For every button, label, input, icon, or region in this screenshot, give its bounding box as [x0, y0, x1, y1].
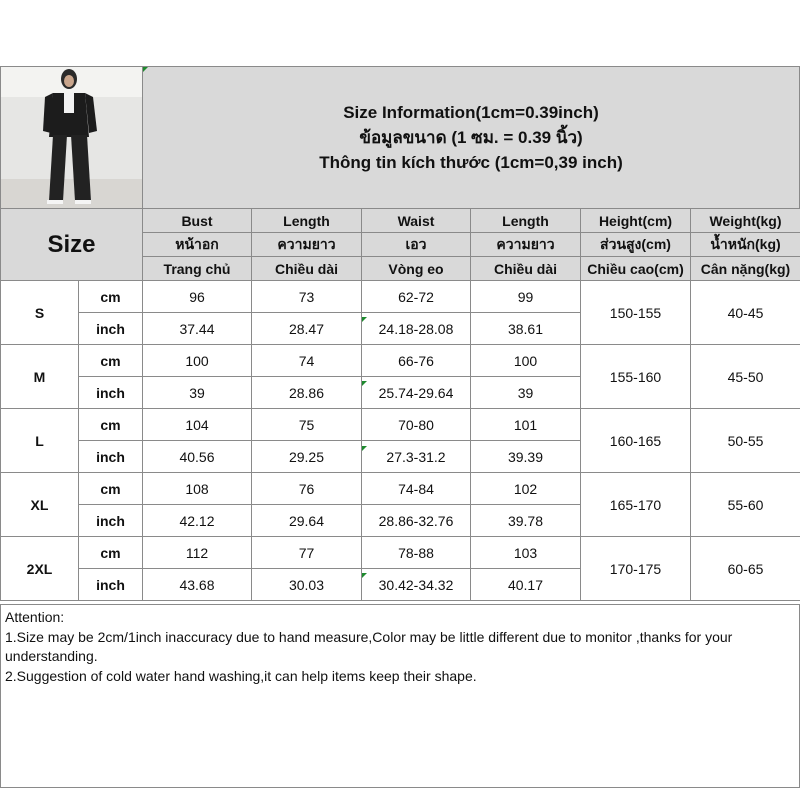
size-info-title — [142, 66, 800, 209]
weight-range: 60-65 — [690, 536, 800, 601]
notes-item-2: 2.Suggestion of cold water hand washing,it can help items keep their shape. — [5, 667, 477, 684]
unit-label: inch — [78, 376, 143, 409]
measure-value: 104 — [142, 408, 252, 441]
measure-value: 76 — [251, 472, 362, 505]
title-vietnamese: Thông tin kích thước (1cm=0,39 inch) — [319, 153, 623, 172]
column-header-vi: Chiều dài — [251, 256, 362, 281]
cell-marker-icon — [143, 67, 148, 72]
notes-heading: Attention: — [5, 609, 65, 625]
size-name-cell: L — [0, 408, 79, 473]
measure-value: 66-76 — [361, 344, 471, 377]
column-header-vi: Trang chủ — [142, 256, 252, 281]
measure-value: 40.56 — [142, 440, 252, 473]
height-range: 165-170 — [580, 472, 691, 537]
column-header-th: หน้าอก — [142, 232, 252, 257]
weight-range: 50-55 — [690, 408, 800, 473]
column-header-vi: Cân nặng(kg) — [690, 256, 800, 281]
unit-label: cm — [78, 472, 143, 505]
measure-value: 74-84 — [361, 472, 471, 505]
measure-value: 101 — [470, 408, 581, 441]
measure-value: 96 — [142, 280, 252, 313]
measure-value: 28.86-32.76 — [361, 504, 471, 537]
height-range: 160-165 — [580, 408, 691, 473]
measure-value: 38.61 — [470, 312, 581, 345]
measure-value: 73 — [251, 280, 362, 313]
column-header-vi: Chiều dài — [470, 256, 581, 281]
column-header-th: น้ำหนัก(kg) — [690, 232, 800, 257]
unit-label: inch — [78, 568, 143, 601]
measure-value: 78-88 — [361, 536, 471, 569]
measure-value: 39.78 — [470, 504, 581, 537]
unit-label: cm — [78, 344, 143, 377]
height-range: 170-175 — [580, 536, 691, 601]
measure-value: 75 — [251, 408, 362, 441]
cell-marker-icon — [362, 317, 367, 322]
measure-value: 103 — [470, 536, 581, 569]
measure-value: 27.3-31.2 — [361, 440, 471, 473]
measure-value: 29.64 — [251, 504, 362, 537]
measure-value: 112 — [142, 536, 252, 569]
height-range: 150-155 — [580, 280, 691, 345]
measure-value: 24.18-28.08 — [361, 312, 471, 345]
measure-value: 42.12 — [142, 504, 252, 537]
column-header-th: ส่วนสูง(cm) — [580, 232, 691, 257]
measure-value: 39.39 — [470, 440, 581, 473]
column-header-en: Length — [470, 208, 581, 233]
cell-marker-icon — [362, 446, 367, 451]
cell-marker-icon — [362, 381, 367, 386]
weight-range: 45-50 — [690, 344, 800, 409]
column-header-en: Bust — [142, 208, 252, 233]
measure-value: 74 — [251, 344, 362, 377]
measure-value: 43.68 — [142, 568, 252, 601]
measure-value: 25.74-29.64 — [361, 376, 471, 409]
title-thai: ข้อมูลขนาด (1 ซม. = 0.39 นิ้ว) — [359, 128, 583, 147]
measure-value: 100 — [142, 344, 252, 377]
notes-item-1: 1.Size may be 2cm/1inch inaccuracy due to hand measure,Color may be little different due to monitor ,thanks for your understanding. — [5, 628, 733, 664]
column-header-th: เอว — [361, 232, 471, 257]
measure-value: 39 — [142, 376, 252, 409]
measure-value: 77 — [251, 536, 362, 569]
column-header-en: Length — [251, 208, 362, 233]
title-english: Size Information(1cm=0.39inch) — [343, 103, 599, 122]
unit-label: cm — [78, 536, 143, 569]
unit-label: inch — [78, 504, 143, 537]
unit-label: cm — [78, 408, 143, 441]
unit-label: cm — [78, 280, 143, 313]
size-name-cell: S — [0, 280, 79, 345]
size-name-cell: 2XL — [0, 536, 79, 601]
column-header-th: ความยาว — [470, 232, 581, 257]
attention-notes — [0, 604, 800, 788]
weight-range: 55-60 — [690, 472, 800, 537]
column-header-th: ความยาว — [251, 232, 362, 257]
measure-value: 99 — [470, 280, 581, 313]
unit-label: inch — [78, 440, 143, 473]
column-header-en: Height(cm) — [580, 208, 691, 233]
measure-value: 28.47 — [251, 312, 362, 345]
measure-value: 108 — [142, 472, 252, 505]
measure-value: 30.42-34.32 — [361, 568, 471, 601]
weight-range: 40-45 — [690, 280, 800, 345]
measure-value: 39 — [470, 376, 581, 409]
measure-value: 40.17 — [470, 568, 581, 601]
size-name-cell: XL — [0, 472, 79, 537]
column-header-vi: Chiều cao(cm) — [580, 256, 691, 281]
measure-value: 29.25 — [251, 440, 362, 473]
product-photo — [0, 66, 143, 209]
measure-value: 62-72 — [361, 280, 471, 313]
size-chart — [0, 66, 800, 788]
size-header-cell — [0, 208, 143, 281]
height-range: 155-160 — [580, 344, 691, 409]
size-header-label: Size — [47, 230, 96, 258]
size-name-cell: M — [0, 344, 79, 409]
measure-value: 70-80 — [361, 408, 471, 441]
column-header-en: Waist — [361, 208, 471, 233]
measure-value: 37.44 — [142, 312, 252, 345]
model-photo-illustration — [1, 67, 142, 208]
cell-marker-icon — [362, 573, 367, 578]
column-header-vi: Vòng eo — [361, 256, 471, 281]
unit-label: inch — [78, 312, 143, 345]
measure-value: 102 — [470, 472, 581, 505]
measure-value: 30.03 — [251, 568, 362, 601]
measure-value: 100 — [470, 344, 581, 377]
measure-value: 28.86 — [251, 376, 362, 409]
column-header-en: Weight(kg) — [690, 208, 800, 233]
